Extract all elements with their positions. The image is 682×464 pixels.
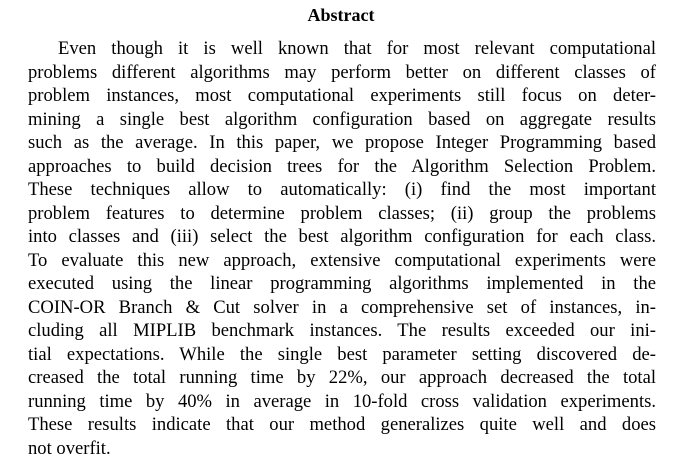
abstract-line: problem instances, most computational experiments still focus on deter- — [28, 85, 656, 106]
abstract-line: tial expectations. While the single best parameter setting discovered de- — [28, 343, 656, 365]
abstract-line: To evaluate this new approach, extensive computational experiments were — [28, 249, 656, 271]
abstract-line: problems different algorithms may perform better on different classes of — [28, 61, 656, 83]
abstract-line: into classes and (iii) select the best algorithm configuration for each class. — [28, 226, 656, 247]
abstract-line: problem features to determine problem classes; (ii) group the problems — [28, 202, 656, 224]
abstract-line: These techniques allow to automatically: (i) find the most important — [28, 179, 656, 200]
abstract-line: mining a single best algorithm configuration based on aggregate results — [28, 108, 656, 130]
abstract-heading: Abstract — [307, 5, 375, 25]
abstract-body — [28, 37, 656, 460]
abstract-line: such as the average. In this paper, we propose Integer Programming based — [28, 132, 656, 153]
abstract-line: cluding all MIPLIB benchmark instances. The results exceeded our ini- — [28, 320, 656, 341]
abstract-line: Even though it is well known that for most relevant computational — [58, 38, 656, 59]
abstract-line: creased the total running time by 22%, our approach decreased the total — [28, 367, 656, 388]
abstract-line: COIN-OR Branch & Cut solver in a comprehensive set of instances, in- — [28, 296, 656, 318]
abstract-line: These results indicate that our method generalizes quite well and does — [28, 414, 656, 435]
abstract-line: not overfit. — [28, 437, 111, 459]
abstract-line: executed using the linear programming algorithms implemented in the — [28, 273, 656, 294]
abstract-line: running time by 40% in average in 10-fold cross validation experiments. — [28, 390, 656, 412]
abstract-line: approaches to build decision trees for the Algorithm Selection Problem. — [28, 155, 656, 177]
